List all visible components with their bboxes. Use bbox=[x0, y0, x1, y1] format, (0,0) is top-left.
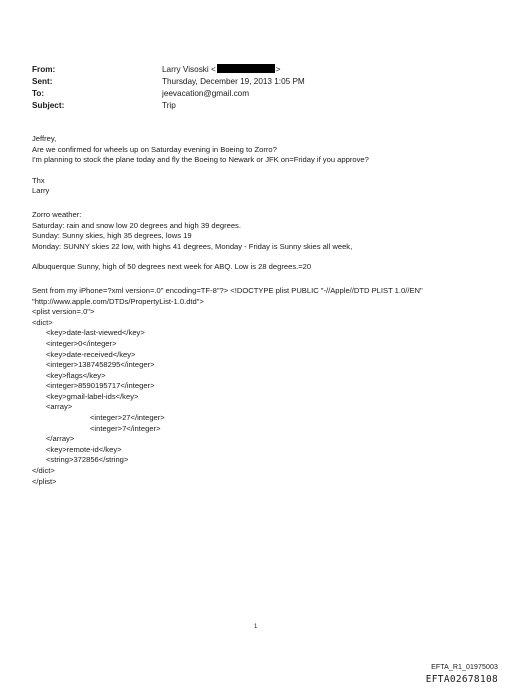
weather-saturday: Saturday: rain and snow low 20 degrees and high 39 degrees. bbox=[32, 220, 241, 230]
xml-line: <integer>1387458295</integer> bbox=[46, 360, 155, 370]
from-name: Larry Visoski < bbox=[162, 65, 216, 74]
signoff-line: Larry bbox=[32, 186, 50, 196]
plist-xml-block bbox=[32, 286, 482, 487]
xml-line: Sent from my iPhone=?xml version=.0" encoding=TF-8"?> <!DOCTYPE plist PUBLIC "-//Apple//DTD PLIST 1.0//EN" bbox=[32, 285, 423, 295]
from-value bbox=[162, 64, 281, 76]
xml-line: </array> bbox=[46, 434, 75, 444]
xml-line: <key>date-received</key> bbox=[46, 349, 136, 359]
to-value: jeevacation@gmail.com bbox=[162, 89, 250, 98]
from-row bbox=[32, 64, 472, 76]
xml-line: <key>gmail-label-ids</key> bbox=[46, 391, 139, 401]
xml-line: <integer>27</integer> bbox=[90, 413, 165, 423]
weather-title: Zorro weather: bbox=[32, 209, 82, 219]
to-row bbox=[32, 88, 472, 100]
body-line-1: Are we confirmed for wheels up on Saturday evening in Boeing to Zorro? bbox=[32, 144, 277, 154]
xml-line: </dict> bbox=[32, 466, 55, 476]
weather-monday: Monday: SUNNY skies 22 low, with highs 41 degrees, Monday - Friday is Sunny skies all week, bbox=[32, 241, 353, 251]
to-label: To: bbox=[32, 89, 45, 98]
greeting: Jeffrey, bbox=[32, 134, 57, 143]
sent-value: Thursday, December 19, 2013 1:05 PM bbox=[162, 77, 305, 86]
redaction-block bbox=[217, 64, 275, 73]
xml-line: </plist> bbox=[32, 476, 57, 486]
xml-line: <plist version=.0"> bbox=[32, 307, 95, 317]
subject-label: Subject: bbox=[32, 101, 65, 110]
xml-line: <key>remote-id</key> bbox=[46, 444, 122, 454]
efta-reference-small: EFTA_R1_01975003 bbox=[431, 664, 498, 671]
xml-line: <integer>8590195717</integer> bbox=[46, 381, 155, 391]
email-body bbox=[32, 134, 482, 487]
from-label: From: bbox=[32, 65, 56, 74]
sent-row bbox=[32, 76, 472, 88]
albuquerque-line: Albuquerque Sunny, high of 50 degrees next week for ABQ. Low is 28 degrees.=20 bbox=[32, 262, 312, 272]
thx-line: Thx bbox=[32, 175, 45, 185]
efta-reference-number: EFTA02678108 bbox=[425, 674, 498, 685]
xml-line: "http://www.apple.com/DTDs/PropertyList-1.0.dtd"> bbox=[32, 296, 204, 306]
xml-line: <dict> bbox=[32, 317, 53, 327]
xml-line: <key>flags</key> bbox=[46, 370, 106, 380]
from-end: > bbox=[275, 65, 281, 74]
email-header bbox=[32, 64, 472, 112]
weather-sunday: Sunday: Sunny skies, high 35 degrees, lows 19 bbox=[32, 231, 192, 241]
subject-row bbox=[32, 100, 472, 112]
xml-line: <integer>7</integer> bbox=[90, 423, 161, 433]
page-number: 1 bbox=[254, 624, 258, 630]
xml-line: <key>date-last-viewed</key> bbox=[46, 328, 145, 338]
sent-label: Sent: bbox=[32, 77, 53, 86]
xml-line: <integer>0</integer> bbox=[46, 338, 117, 348]
body-line-2: I'm planning to stock the plane today and fly the Boeing to Newark or JFK on=Friday if you approve? bbox=[32, 155, 369, 165]
xml-line: <array> bbox=[46, 402, 73, 412]
xml-line: <string>372856</string> bbox=[46, 455, 129, 465]
subject-value: Trip bbox=[162, 101, 176, 110]
